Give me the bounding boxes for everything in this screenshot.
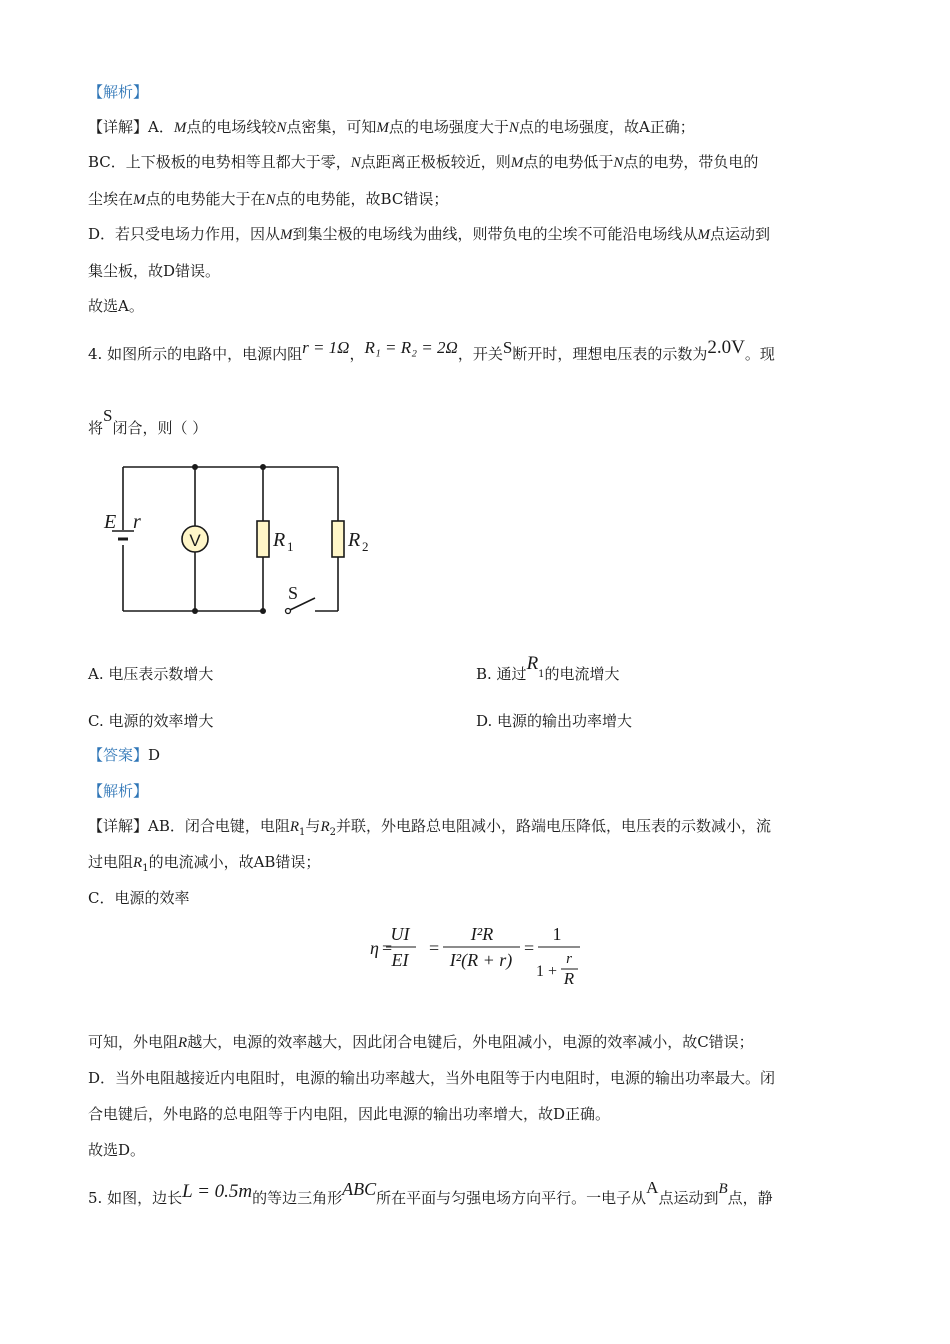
detail-line-3: C．电源的效率: [88, 889, 190, 907]
q4-switch-symbol-2: S: [103, 406, 113, 425]
q5-L-value: L = 0.5m: [182, 1181, 253, 1202]
answer-tag: 【答案】: [88, 746, 149, 764]
detail-tag: 【详解】: [88, 817, 149, 835]
frac1-num: UI: [390, 924, 410, 944]
resistor-r1: [257, 521, 269, 557]
q4-r-value: r = 1Ω: [302, 338, 350, 357]
q4-R-values: R₁ = R₂ = 2Ω: [364, 338, 458, 357]
label-R1: R: [273, 529, 286, 551]
analysis-tag: 【解析】: [88, 782, 149, 800]
frac2-num: I²R: [470, 924, 494, 944]
q5-triangle: ABC: [342, 1179, 377, 1199]
label-r: r: [133, 511, 141, 533]
q5-stem: 5. 如图，边长L = 0.5m的等边三角形ABC所在平面与匀强电场方向平行。一电子从A点运动到B点，静: [88, 1178, 773, 1207]
frac3-num: 1: [552, 924, 562, 944]
answer-line: [88, 745, 160, 765]
switch-contact: [286, 609, 291, 614]
q4-voltage-value: 2.0V: [707, 337, 745, 358]
q4-switch-symbol: S: [502, 338, 513, 357]
prev-detail-line-5: 集尘板，故D错误。: [88, 262, 221, 280]
eq-1: =: [382, 938, 393, 958]
q4-stem-line-1: 4. 如图所示的电路中，电源内阻r = 1Ω，R₁ = R₂ = 2Ω，开关S断开时，理想电压表的示数为2.0V。现: [88, 337, 775, 363]
node: [192, 464, 198, 470]
detail-line-5: D．当外电阻越接近内电阻时，电源的输出功率越大，当外电阻等于内电阻时，电源的输出功率最大。闭: [88, 1069, 776, 1087]
eq-2: =: [429, 938, 440, 958]
label-S: S: [288, 583, 299, 603]
label-R1-sub: 1: [287, 539, 294, 554]
node: [260, 464, 266, 470]
resistor-r2: [332, 521, 344, 557]
node: [260, 608, 266, 614]
circuit-diagram: [100, 455, 400, 620]
detail-line-4: 可知，外电阻R越大，电源的效率越大，因此闭合电键后，外电阻减小，电源的效率减小，故C错误；: [88, 1033, 754, 1051]
option-a[interactable]: A. 电压表示数增大: [88, 665, 214, 683]
option-c[interactable]: C. 电源的效率增大: [88, 712, 214, 730]
prev-conclusion: 故选A。: [88, 297, 144, 315]
detail-line-1: 【详解】AB．闭合电键，电阻$R_1$与$R_2$并联，外电路总电阻减小，路端电压降低，电压表的示数减小，流: [88, 817, 771, 838]
label-R2-sub: 2: [362, 539, 369, 554]
detail-line-2: 过电阻$R_1$的电流减小，故AB错误；: [88, 853, 321, 874]
frac2-den: I²(R + r): [449, 950, 513, 970]
detail-line-6: 合电键后，外电路的总电阻等于内电阻，因此电源的输出功率增大，故D正确。: [88, 1105, 611, 1123]
prev-detail-line-2: BC．上下极板的电势相等且都大于零，N点距离正极板较近，则M点的电势低于N点的电势，带负电的: [88, 153, 759, 171]
conclusion: 故选D。: [88, 1141, 146, 1159]
prev-detail-line-3: 尘埃在M点的电势能大于在N点的电势能，故BC错误；: [88, 190, 449, 208]
label-R2: R: [348, 529, 361, 551]
q4-stem-line-2: 将S闭合，则（ ）: [88, 406, 208, 437]
frac3-den: 1 +: [536, 963, 558, 980]
detail-tag-prev: 【详解】: [88, 118, 149, 136]
option-b[interactable]: B. 通过$R_1$的电流增大: [476, 653, 620, 683]
answer-value: D: [148, 746, 161, 764]
frac3-inner-num: r: [566, 951, 572, 967]
analysis-tag-prev: 【解析】: [88, 83, 149, 101]
prev-detail-line-1: 【详解】A．M点的电场线较N点密集，可知M点的电场强度大于N点的电场强度，故A正确；: [88, 118, 695, 136]
frac3-inner-den: R: [563, 969, 575, 988]
eq-3: =: [524, 938, 535, 958]
label-E: E: [104, 511, 117, 533]
voltmeter-label: V: [189, 531, 201, 550]
eta: η: [370, 938, 379, 958]
node: [192, 608, 198, 614]
option-d[interactable]: D. 电源的输出功率增大: [476, 712, 633, 730]
prev-detail-line-4: D．若只受电场力作用，因从M到集尘极的电场线为曲线，则带负电的尘埃不可能沿电场线从M点运动到: [88, 225, 771, 243]
frac1-den: EI: [391, 950, 409, 970]
efficiency-formula: [368, 920, 588, 998]
